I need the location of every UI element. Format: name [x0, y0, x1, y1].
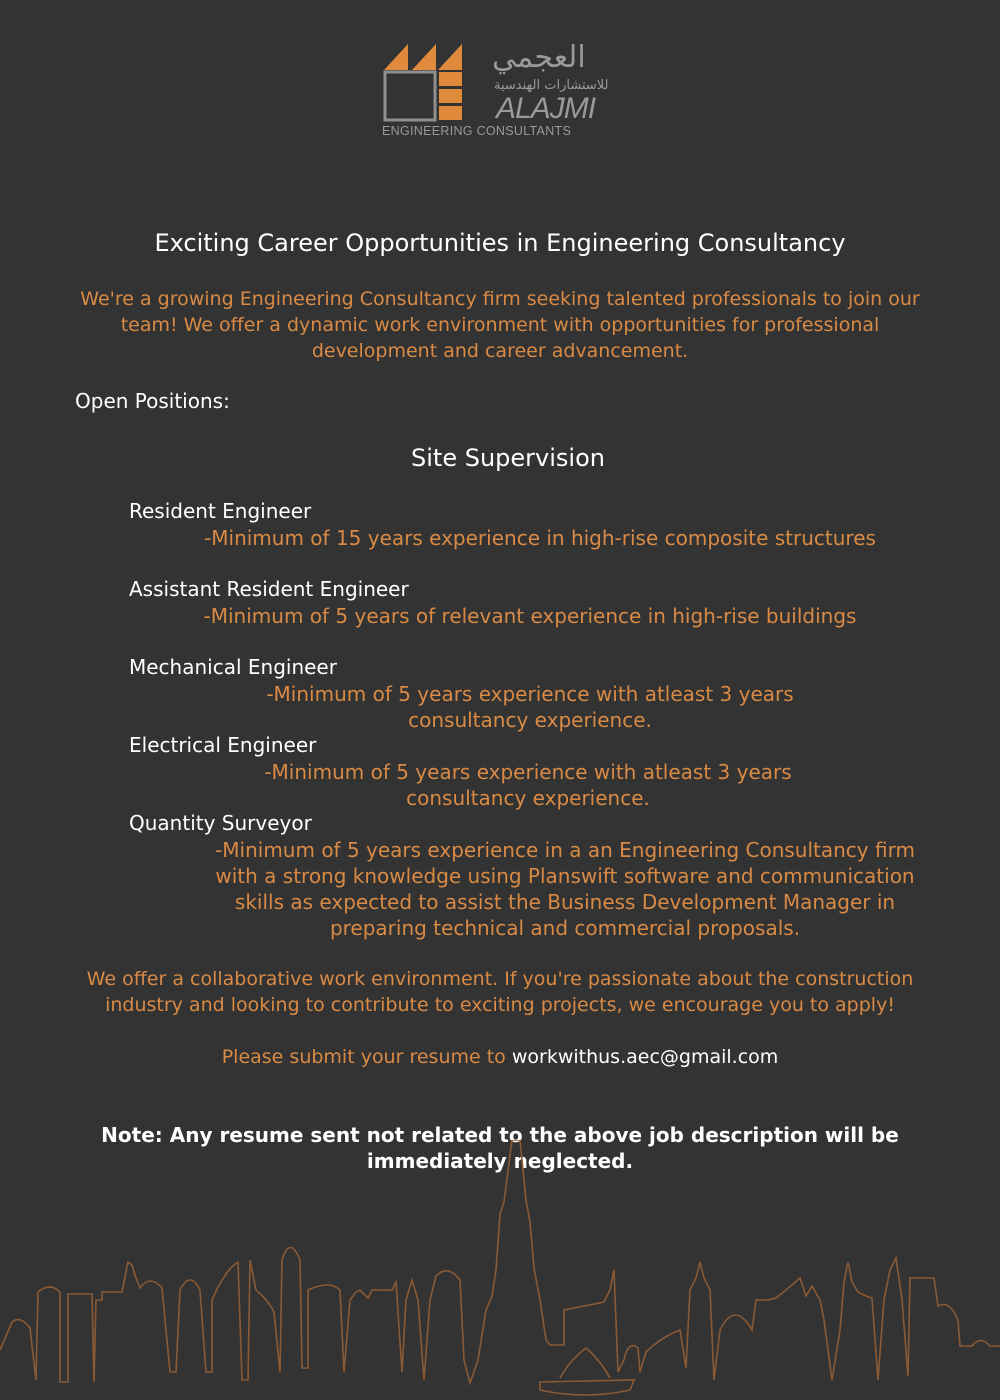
position-title: Electrical Engineer: [129, 733, 317, 757]
position-title: Resident Engineer: [129, 499, 312, 523]
position-title: Mechanical Engineer: [129, 655, 337, 679]
position-title: Assistant Resident Engineer: [129, 577, 409, 601]
position-requirement: -Minimum of 5 years experience with atleast 3 years consultancy experience.: [266, 682, 794, 732]
position-requirement: -Minimum of 5 years experience with atleast 3 years consultancy experience.: [264, 760, 792, 810]
page-title: Exciting Career Opportunities in Engineering Consultancy: [154, 229, 846, 257]
position-requirement: -Minimum of 15 years experience in high-rise composite structures: [204, 526, 876, 550]
submit-line: [0, 1044, 1000, 1070]
logo-arabic-subtitle: للاستشارات الهندسية: [494, 78, 609, 93]
email-link[interactable]: workwithus.aec@gmail.com: [511, 1046, 779, 1068]
section-heading: Site Supervision: [411, 444, 605, 472]
position-title: Quantity Surveyor: [129, 811, 312, 835]
submit-prefix: Please submit your resume to: [221, 1046, 506, 1068]
note-text: Note: Any resume sent not related to the above job description will be immediately neglected.: [101, 1123, 899, 1173]
open-positions-label: Open Positions:: [75, 389, 230, 413]
closing-text: We offer a collaborative work environment. If you're passionate about the construction industry and looking to contribute to exciting projects, we encourage you to apply!: [86, 968, 914, 1016]
logo-name: ALAJMI: [496, 92, 596, 125]
logo-arabic-name: العجمي: [492, 40, 586, 75]
position-requirement: -Minimum of 5 years experience in a an Engineering Consultancy firm with a strong knowledge using Planswift software and communication skills as expected to assist the Business Development Manager in preparing technical and commercial proposals.: [215, 838, 915, 940]
intro-text: We're a growing Engineering Consultancy firm seeking talented professionals to join our team! We offer a dynamic work environment with opportunities for professional development and career advancement.: [80, 288, 920, 362]
city-skyline-icon: [0, 1140, 1000, 1400]
position-requirement: -Minimum of 5 years of relevant experience in high-rise buildings: [203, 604, 857, 628]
logo-subtitle: ENGINEERING CONSULTANTS: [382, 124, 572, 138]
